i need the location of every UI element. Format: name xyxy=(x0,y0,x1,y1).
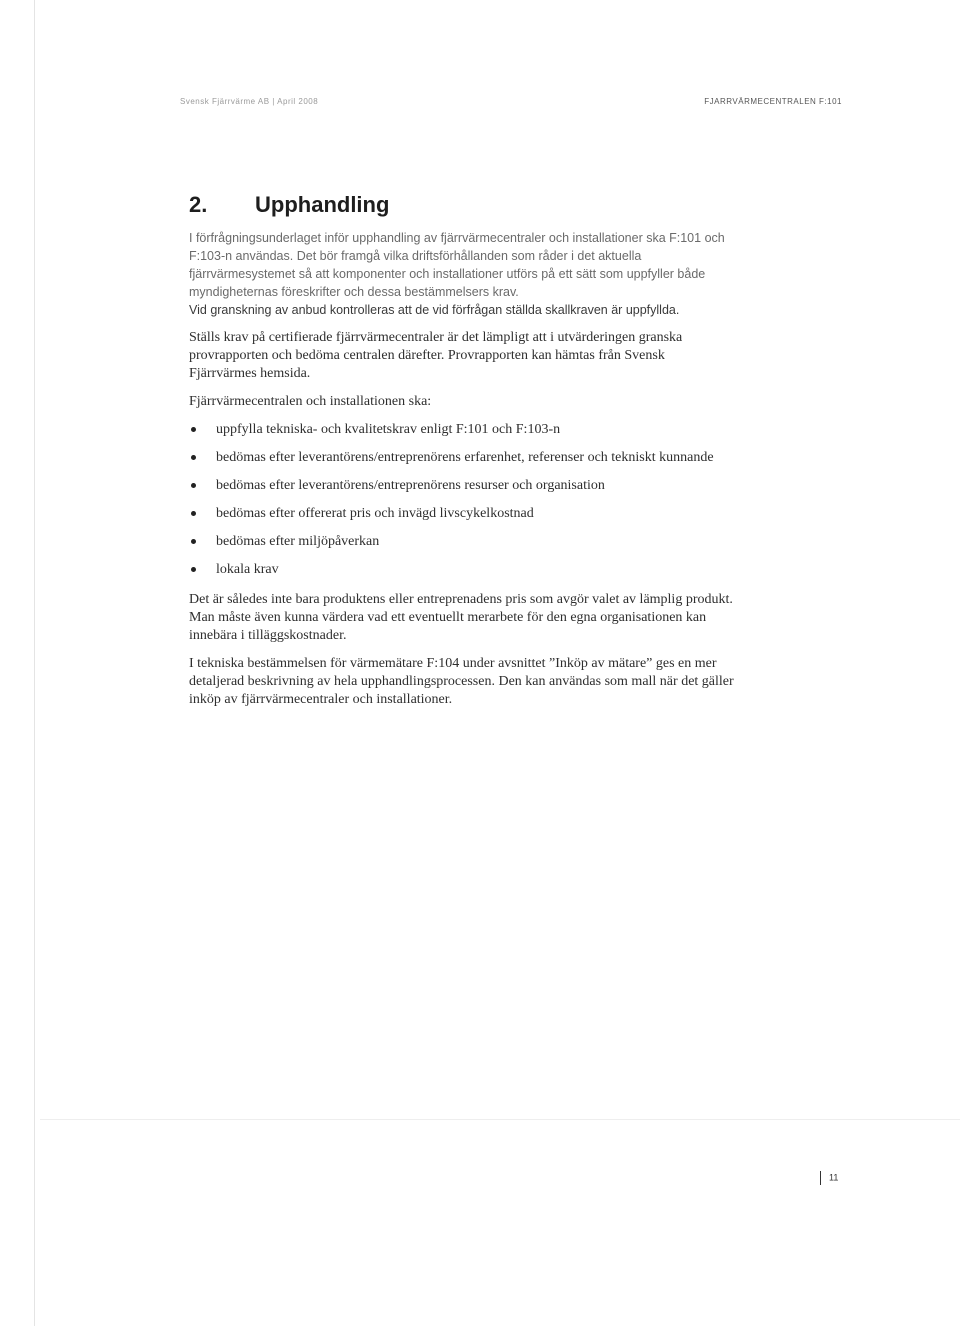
page-number xyxy=(820,1171,838,1185)
list-item: bedömas efter leverantörens/entreprenörens erfarenhet, referenser och tekniskt kunnande xyxy=(189,449,734,467)
list-item: lokala krav xyxy=(189,561,734,579)
page-header xyxy=(180,97,842,111)
bullet-icon xyxy=(191,511,196,516)
paragraph-review: Vid granskning av anbud kontrolleras att de vid förfrågan ställda skallkraven är uppfyllda. xyxy=(189,303,680,317)
bullet-icon xyxy=(191,427,196,432)
scan-edge-line xyxy=(34,0,35,1326)
list-item: uppfylla tekniska- och kvalitetskrav enligt F:101 och F:103-n xyxy=(189,421,734,439)
bullet-icon xyxy=(191,483,196,488)
header-right: FJARRVÄRMECENTRALEN F:101 xyxy=(704,97,842,106)
page-number-bar xyxy=(820,1171,821,1185)
list-item: bedömas efter leverantörens/entreprenörens resurser och organisation xyxy=(189,477,734,495)
page-number-text: 11 xyxy=(829,1172,839,1183)
paragraph-price: Det är således inte bara produktens eller entreprenadens pris som avgör valet av lämplig produkt. Man måste även kunna värdera vad ett eventuellt merarbete för den egna organisationen kan innebära i tilläggskostnader. xyxy=(189,592,733,643)
section-heading xyxy=(189,192,389,218)
section-title: Upphandling xyxy=(255,192,390,217)
list-item: bedömas efter miljöpåverkan xyxy=(189,533,734,551)
section-number: 2. xyxy=(189,192,208,217)
requirements-list xyxy=(189,421,734,579)
paragraph-reference: I tekniska bestämmelsen för värmemätare F:104 under avsnittet ”Inköp av mätare” ges en mer detaljerad beskrivning av hela upphandlingsprocessen. Den kan användas som mall när det gäller inköp av fjärrvärmecentraler och installationer. xyxy=(189,656,734,707)
list-item: bedömas efter offererat pris och invägd livscykelkostnad xyxy=(189,505,734,523)
document-body xyxy=(189,229,734,719)
scan-rule xyxy=(40,1119,960,1120)
header-left: Svensk Fjärrvärme AB | April 2008 xyxy=(180,97,319,106)
bullet-icon xyxy=(191,455,196,460)
bullet-icon xyxy=(191,539,196,544)
paragraph-list-intro: Fjärrvärmecentralen och installationen ska: xyxy=(189,394,432,409)
bullet-icon xyxy=(191,567,196,572)
paragraph-certified: Ställs krav på certifierade fjärrvärmecentraler är det lämpligt att i utvärderingen granska provrapporten och bedöma centralen därefter. Provrapporten kan hämtas från Svensk Fjärrvärmes hemsida. xyxy=(189,330,683,381)
paragraph-intro: I förfrågningsunderlaget inför upphandling av fjärrvärmecentraler och installationer ska F:101 och F:103-n användas. Det bör framgå vilka driftsförhållanden som råder i det aktuella fjärrvärmesystemet så att komponenter och installationer utförs på ett sätt som uppfyller både myndigheternas föreskrifter och dessa bestämmelsers krav. xyxy=(189,231,725,299)
